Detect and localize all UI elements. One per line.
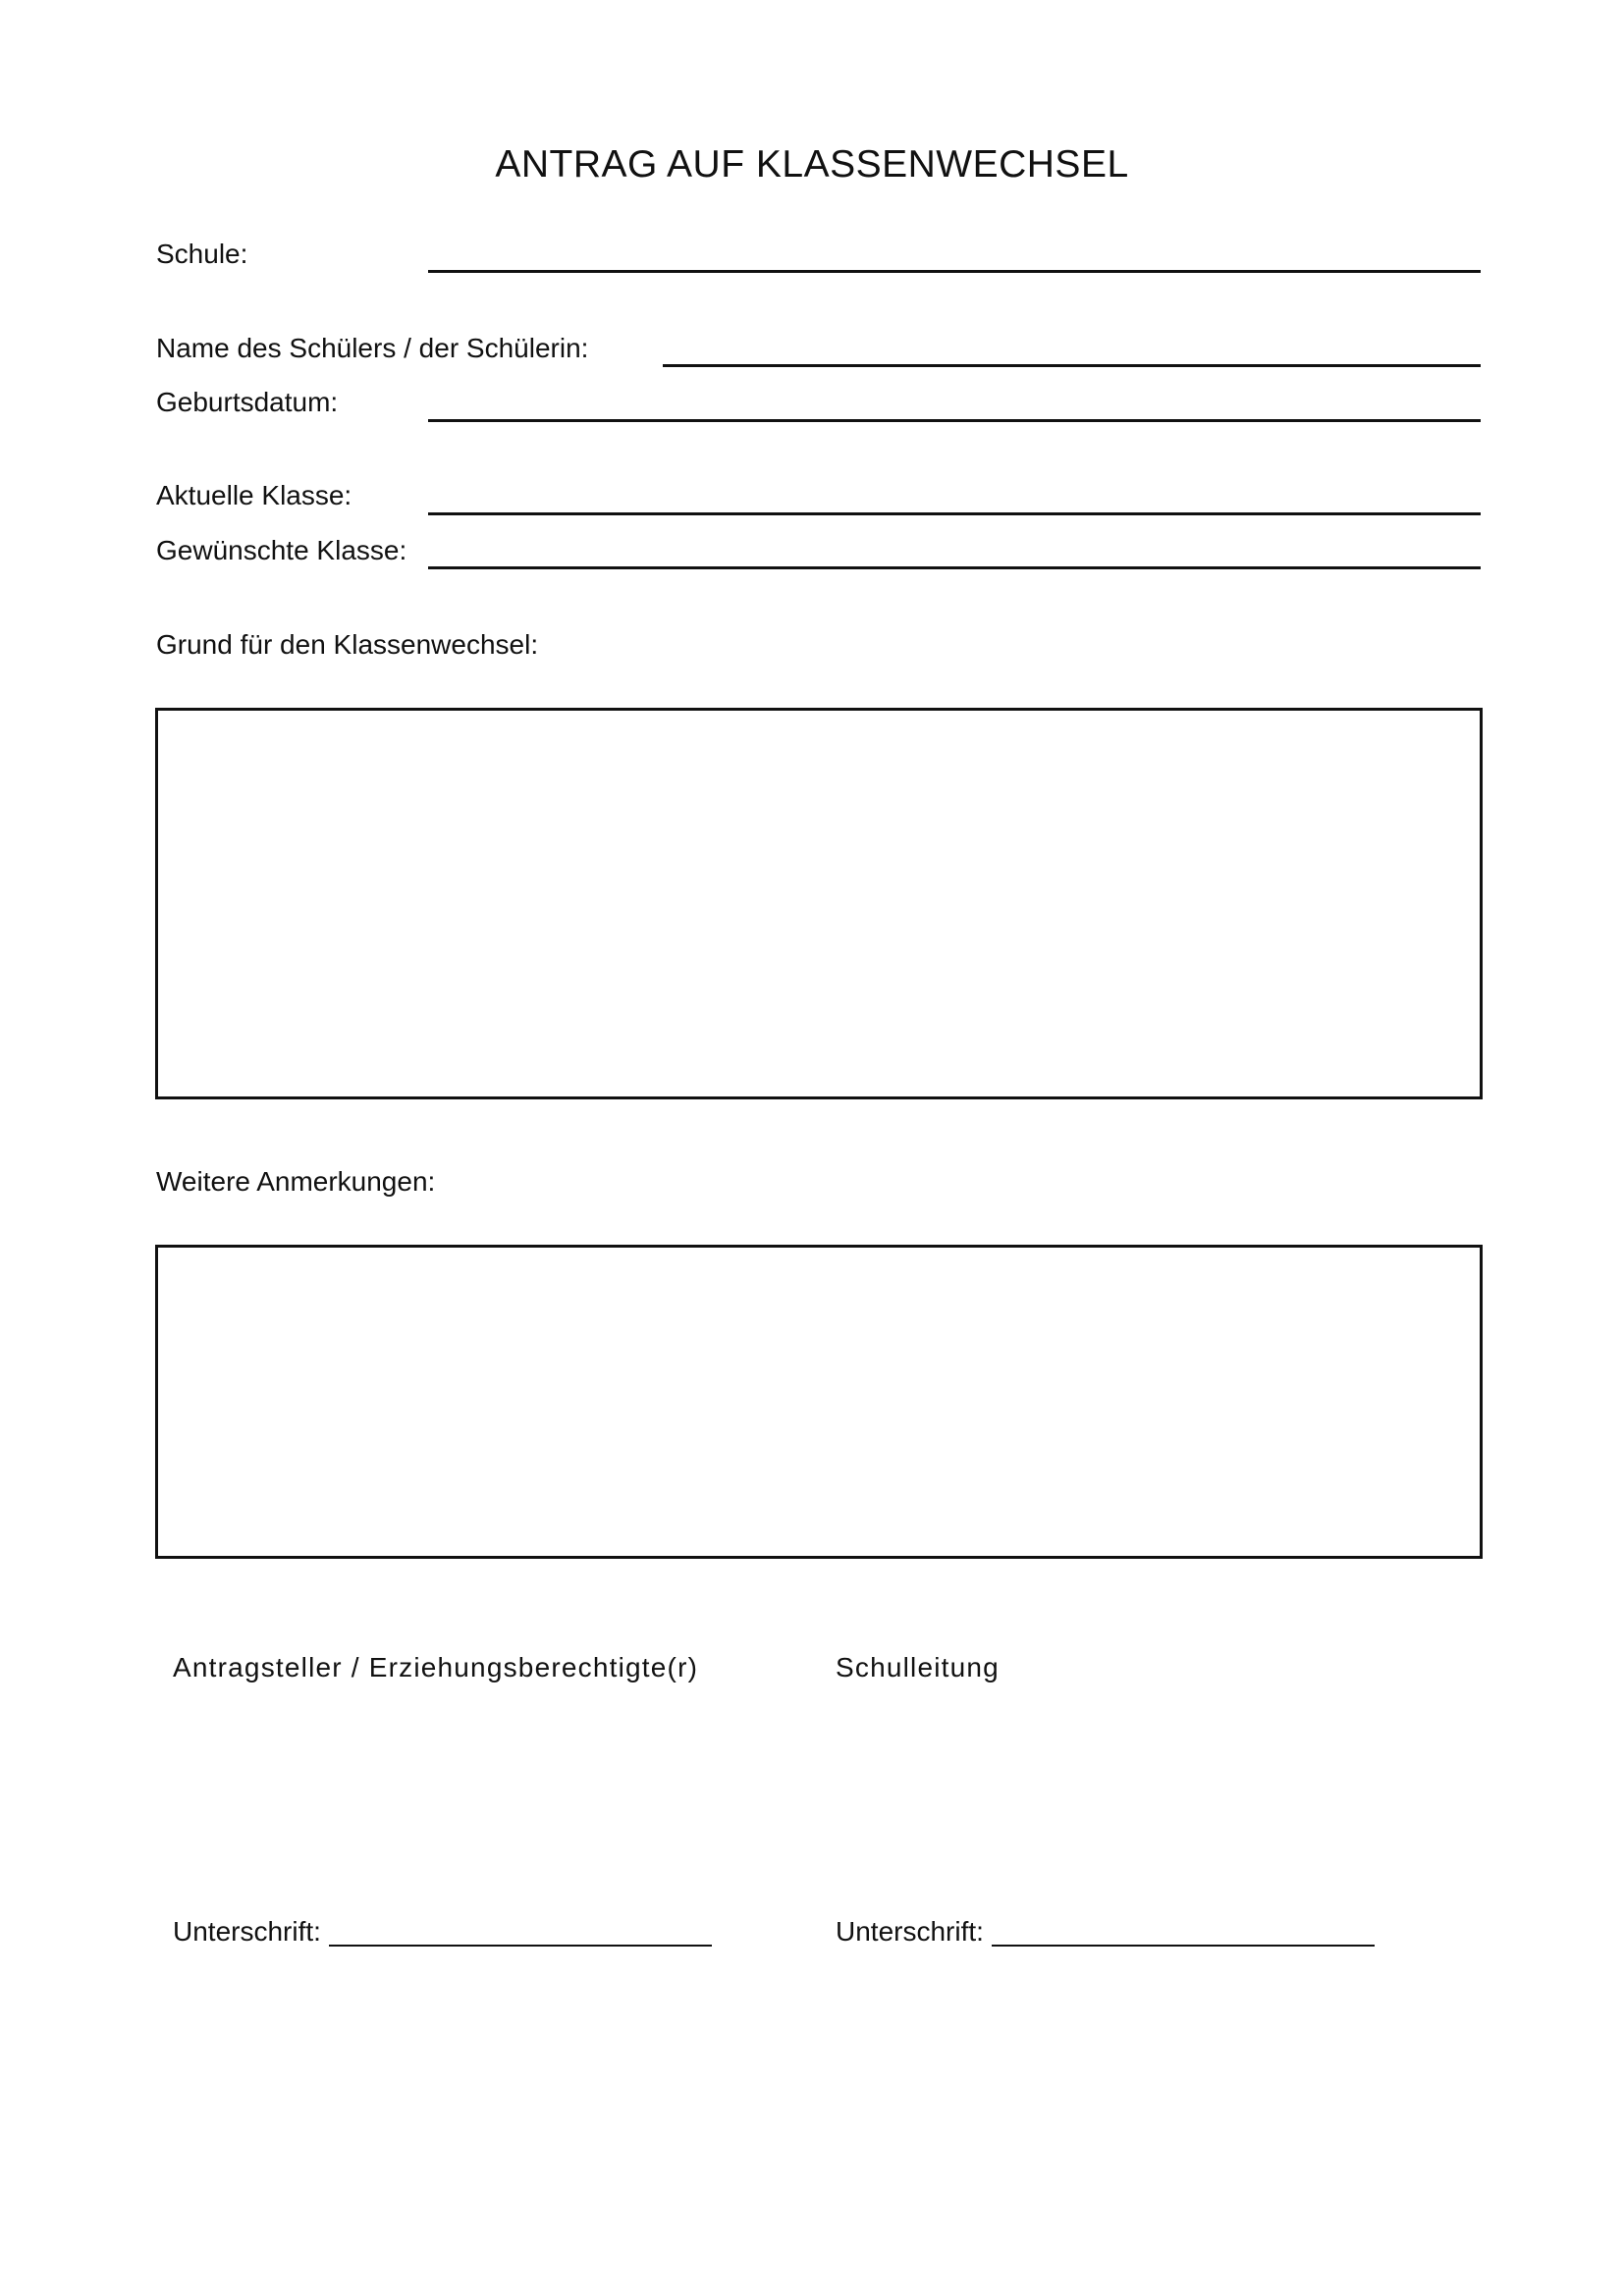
desired-class-label: Gewünschte Klasse: — [156, 535, 407, 565]
reason-textarea[interactable] — [155, 708, 1483, 1099]
applicant-signature-line[interactable] — [329, 1945, 712, 1947]
applicant-signature-label: Unterschrift: — [173, 1916, 321, 1947]
principal-signature-label: Unterschrift: — [836, 1916, 984, 1947]
principal-title: Schulleitung — [836, 1652, 1000, 1682]
remarks-textarea[interactable] — [155, 1245, 1483, 1559]
school-input-line[interactable] — [428, 270, 1481, 273]
reason-label: Grund für den Klassenwechsel: — [156, 629, 539, 660]
student-name-input-line[interactable] — [663, 364, 1481, 367]
birthdate-input-line[interactable] — [428, 419, 1481, 422]
page-title: ANTRAG AUF KLASSENWECHSEL — [495, 143, 1129, 187]
desired-class-input-line[interactable] — [428, 566, 1481, 569]
principal-signature-line[interactable] — [992, 1945, 1375, 1947]
current-class-input-line[interactable] — [428, 512, 1481, 515]
current-class-label: Aktuelle Klasse: — [156, 480, 352, 510]
student-name-label: Name des Schülers / der Schülerin: — [156, 333, 589, 363]
birthdate-label: Geburtsdatum: — [156, 387, 339, 417]
remarks-label: Weitere Anmerkungen: — [156, 1166, 436, 1197]
applicant-title: Antragsteller / Erziehungsberechtigte(r) — [173, 1652, 699, 1682]
school-label: Schule: — [156, 239, 248, 269]
